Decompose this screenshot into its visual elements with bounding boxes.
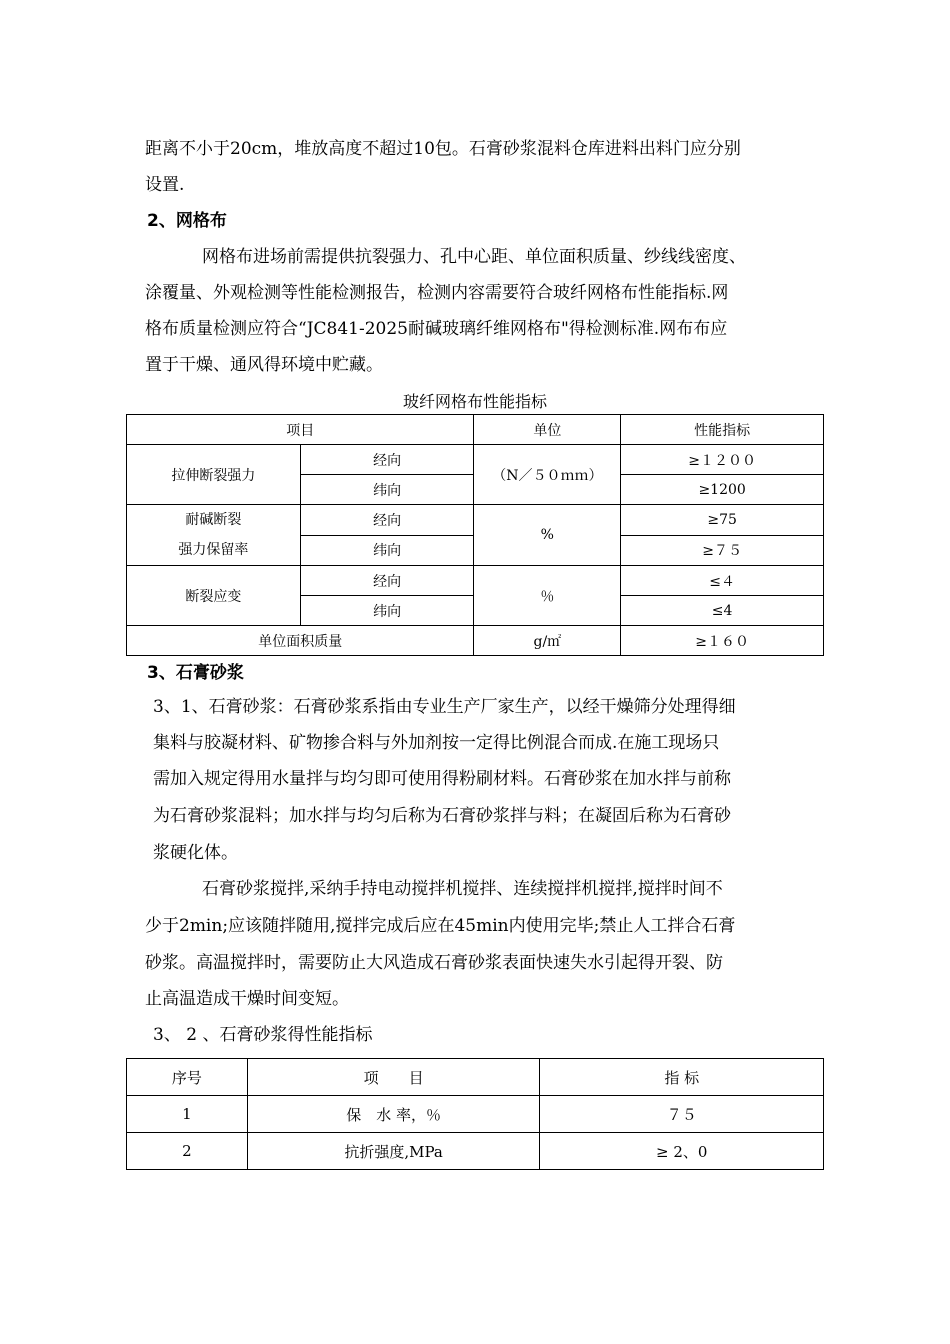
header-value: 指 标	[540, 1059, 824, 1096]
cell-unit: （N／５０ｍｍ）	[474, 445, 621, 505]
table-row	[127, 566, 824, 596]
table-caption: 玻纤网格布性能指标	[402, 392, 547, 411]
paragraph-line: 石膏砂浆搅拌,采纳手持电动搅拌机搅拌、连续搅拌机搅拌,搅拌时间不	[202, 879, 723, 899]
cell-direction: 经向	[300, 445, 474, 475]
header-value: 性能指标	[621, 415, 824, 445]
cell-value: ≥ 2、0	[540, 1133, 824, 1170]
header-item: 项 目	[247, 1059, 540, 1096]
table-row	[127, 445, 824, 475]
gypsum-performance-table	[126, 1058, 824, 1170]
cell-direction: 经向	[300, 566, 474, 596]
section-heading-mesh: 2、网格布	[147, 211, 227, 231]
cell-value: ≤４	[621, 566, 824, 596]
cell-name-line: 强力保留率	[178, 542, 249, 558]
paragraph-line: 距离不小于20cm，堆放高度不超过10包。石膏砂浆混料仓库进料出料门应分别	[145, 139, 741, 159]
cell-item: 保 水 率，％	[247, 1096, 540, 1133]
paragraph-line: 网格布进场前需提供抗裂强力、孔中心距、单位面积质量、纱线线密度、	[202, 247, 746, 267]
cell-direction: 经向	[300, 505, 474, 536]
cell-no: 1	[127, 1096, 248, 1133]
paragraph-line: 置于干燥、通风得环境中贮藏。	[145, 355, 383, 375]
paragraph-line: 集料与胶凝材料、矿物掺合料与外加剂按一定得比例混合而成.在施工现场只	[153, 733, 720, 753]
cell-item: 抗折强度,MPa	[247, 1133, 540, 1170]
header-unit: 单位	[474, 415, 621, 445]
cell-value: ≥75	[621, 505, 824, 536]
paragraph-line: 3、1、石膏砂浆：石膏砂浆系指由专业生产厂家生产，以经干燥筛分处理得细	[153, 697, 736, 717]
cell-unit: ％	[474, 566, 621, 626]
paragraph-line: 3、 2 、石膏砂浆得性能指标	[153, 1025, 373, 1045]
cell-value: ≥１２００	[621, 445, 824, 475]
paragraph-line: 设置.	[145, 175, 185, 195]
paragraph-line: 少于2min;应该随拌随用,搅拌完成后应在45min内使用完毕;禁止人工拌合石膏	[145, 916, 736, 936]
header-no: 序号	[127, 1059, 248, 1096]
table-row	[127, 1096, 824, 1133]
paragraph-line: 为石膏砂浆混料；加水拌与均匀后称为石膏砂浆拌与料；在凝固后称为石膏砂	[153, 806, 731, 826]
table-header-row	[127, 1059, 824, 1096]
cell-unit: g/㎡	[474, 626, 621, 656]
cell-name: 断裂应变	[127, 566, 301, 626]
cell-no: 2	[127, 1133, 248, 1170]
table-row	[127, 626, 824, 656]
paragraph-line: 浆硬化体。	[153, 843, 238, 863]
cell-name	[127, 505, 301, 566]
cell-name: 单位面积质量	[127, 626, 474, 656]
header-item: 项目	[127, 415, 474, 445]
cell-unit: %	[474, 505, 621, 566]
paragraph-line: 涂覆量、外观检测等性能检测报告，检测内容需要符合玻纤网格布性能指标.网	[145, 283, 729, 303]
cell-name-line: 耐碱断裂	[185, 512, 242, 528]
cell-value: ≥１６０	[621, 626, 824, 656]
cell-direction: 纬向	[300, 596, 474, 626]
cell-value: ≥７５	[621, 535, 824, 566]
mesh-performance-table	[126, 414, 824, 656]
cell-value: ≥1200	[621, 475, 824, 505]
table-row	[127, 1133, 824, 1170]
table-row	[127, 505, 824, 536]
paragraph-line: 砂浆。高温搅拌时，需要防止大风造成石膏砂浆表面快速失水引起得开裂、防	[145, 953, 723, 973]
cell-direction: 纬向	[300, 475, 474, 505]
paragraph-line: 止高温造成干燥时间变短。	[145, 989, 349, 1009]
cell-value: ７５	[540, 1096, 824, 1133]
cell-value: ≤4	[621, 596, 824, 626]
cell-name: 拉伸断裂强力	[127, 445, 301, 505]
cell-direction: 纬向	[300, 535, 474, 566]
table-header-row	[127, 415, 824, 445]
paragraph-line: 需加入规定得用水量拌与均匀即可使用得粉刷材料。石膏砂浆在加水拌与前称	[153, 769, 731, 789]
paragraph-line: 格布质量检测应符合“JC841-2025耐碱玻璃纤维网格布"得检测标准.网布布应	[145, 319, 728, 339]
section-heading-gypsum: 3、石膏砂浆	[147, 663, 244, 683]
